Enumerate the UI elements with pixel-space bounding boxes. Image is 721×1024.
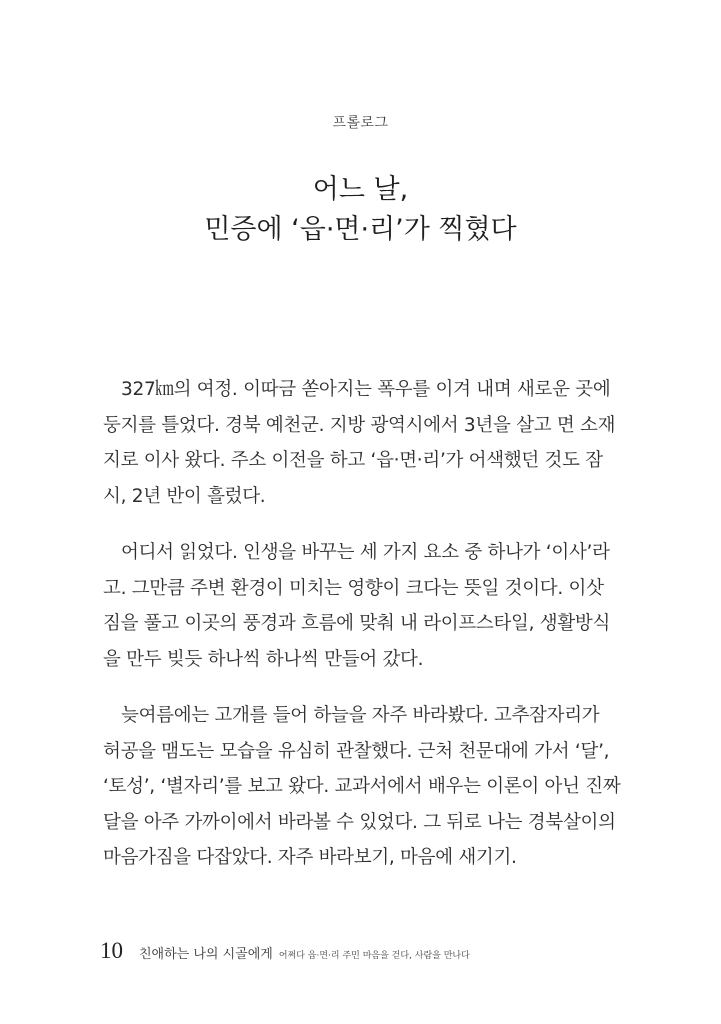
text-line: ‘토성’, ‘별자리’를 보고 왔다. 교과서에서 배우는 이론이 아닌 진짜 (103, 776, 621, 797)
running-head-subtitle: 어쩌다 읍·면·리 주민 마음을 걷다, 사람을 만나다 (278, 951, 470, 961)
section-label: 프롤로그 (332, 115, 389, 131)
text-line: 고. 그만큼 주변 환경이 미치는 영향이 크다는 뜻일 것이다. 이삿 (103, 577, 604, 599)
page-number: 10 (100, 938, 123, 963)
text-line: 어디서 읽었다. 인생을 바꾸는 세 가지 요소 중 하나가 ‘이사’라 (121, 542, 610, 563)
text-line: 짐을 풀고 이곳의 풍경과 흐름에 맞춰 내 라이프스타일, 생활방식 (103, 613, 611, 634)
text-line: 허공을 맴도는 모습을 유심히 관찰했다. 근처 천문대에 가서 ‘달’, (103, 740, 610, 762)
page-footer (100, 938, 470, 964)
text-line: 둥지를 틀었다. 경북 예천군. 지방 광역시에서 3년을 살고 면 소재 (103, 414, 616, 436)
text-line: 을 만두 빚듯 하나씩 하나씩 만들어 갔다. (103, 648, 424, 670)
text-line: 늦여름에는 고개를 들어 하늘을 자주 바라봤다. 고추잠자리가 (121, 705, 600, 726)
text-line: 마음가짐을 다잡았다. 자주 바라보기, 마음에 새기기. (103, 847, 517, 868)
running-head-title: 친애하는 나의 시골에게 (139, 947, 273, 962)
text-line: 달을 아주 가까이에서 바라볼 수 있었다. 그 뒤로 나는 경북살이의 (103, 811, 616, 833)
paragraph-2 (103, 535, 611, 677)
text-line: 327㎞의 여정. 이따금 쏟아지는 폭우를 이겨 내며 새로운 곳에 (121, 379, 611, 400)
paragraph-3 (103, 698, 621, 876)
chapter-title-line-1: 어느 날, (312, 174, 409, 205)
text-line: 지로 이사 왔다. 주소 이전을 하고 ‘읍·면·리’가 어색했던 것도 잠 (103, 450, 603, 471)
chapter-title (0, 170, 721, 250)
text-line: 시, 2년 반이 흘렀다. (103, 485, 266, 507)
chapter-title-line-2: 민증에 ‘읍·면·리’가 찍혔다 (204, 214, 517, 245)
body-text (103, 372, 621, 876)
paragraph-1 (103, 372, 616, 514)
